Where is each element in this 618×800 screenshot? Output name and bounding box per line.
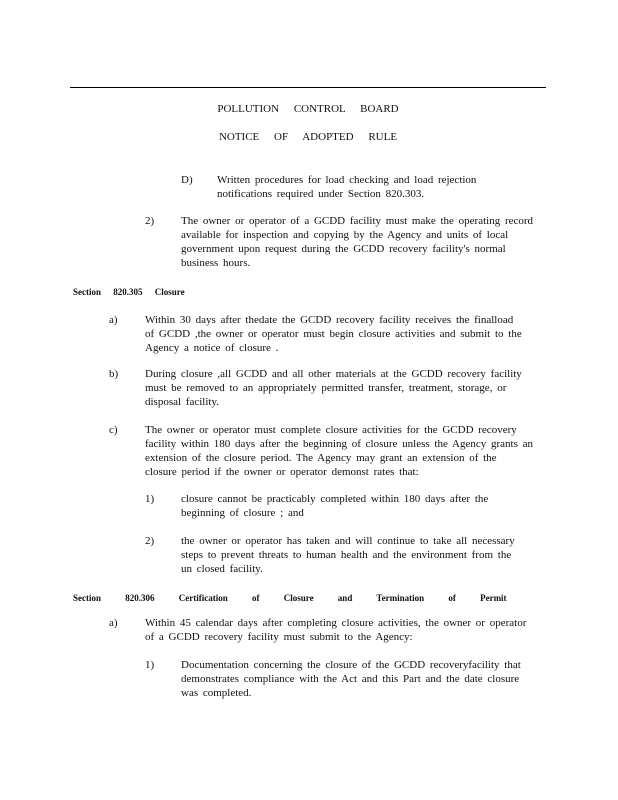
item-label-b: b): [109, 368, 119, 380]
item-d-line: notifications required under Section 820.303.: [217, 188, 425, 200]
section-306-heading: Section 820.306 Certification of Closure and Termination of Permit: [73, 593, 507, 603]
page-title: POLLUTION CONTROL BOARD: [217, 103, 399, 115]
item-2-text: [181, 214, 537, 270]
item-label-a: a): [109, 314, 118, 326]
item-label-a-306: a): [109, 617, 118, 629]
item-2-line: available for inspection and copying by the Agency and units of local: [181, 229, 509, 241]
section-306-a1-line: Documentation concerning the closure of the GCDD recoveryfacility that: [181, 659, 521, 671]
section-305-c-line: closure period if the owner or operator demonst rates that:: [145, 466, 419, 478]
section-305-c-line: extension of the closure period. The Agency may grant an extension of the: [145, 452, 497, 464]
section-305-b-line: must be removed to an appropriately permitted transfer, treatment, storage, or: [145, 382, 507, 394]
section-306-a1-text: [181, 658, 533, 700]
item-d-line: Written procedures for load checking and load rejection: [217, 174, 477, 186]
section-305-c1-line: beginning of closure ; and: [181, 507, 304, 519]
section-305-c-line: facility within 180 days after the beginning of closure unless the Agency grants an: [145, 438, 533, 450]
section-306-a-text: [145, 616, 537, 644]
item-d-text: [217, 173, 479, 201]
item-2-line: government upon request during the GCDD recovery facility's normal: [181, 243, 506, 255]
section-305-a-text: [145, 313, 525, 355]
section-305-a-line: of GCDD ,the owner or operator must begin closure activities and submit to the: [145, 328, 522, 340]
section-305-c2-text: [181, 534, 521, 576]
section-305-c2-line: un closed facility.: [181, 563, 263, 575]
section-305-a-line: Agency a notice of closure .: [145, 342, 279, 354]
section-305-c-text: [145, 423, 543, 479]
header-rule: [70, 87, 546, 88]
section-305-c1-line: closure cannot be practicably completed within 180 days after the: [181, 493, 489, 505]
section-305-c2-line: steps to prevent threats to human health and the environment from the: [181, 549, 512, 561]
section-305-c2-line: the owner or operator has taken and will continue to take all necessary: [181, 535, 515, 547]
section-305-b-line: During closure ,all GCDD and all other materials at the GCDD recovery facility: [145, 368, 522, 380]
section-306-a1-line: was completed.: [181, 687, 252, 699]
section-305-b-text: [145, 367, 525, 409]
section-305-c-line: The owner or operator must complete closure activities for the GCDD recovery: [145, 424, 517, 436]
item-label-a1-306: 1): [145, 659, 155, 671]
item-2-line: The owner or operator of a GCDD facility must make the operating record: [181, 215, 534, 227]
page-subtitle: NOTICE OF ADOPTED RULE: [218, 131, 398, 143]
section-306-a-line: of a GCDD recovery facility must submit to the Agency:: [145, 631, 413, 643]
item-2-line: business hours.: [181, 257, 251, 269]
section-305-heading: Section 820.305 Closure: [73, 287, 185, 297]
section-306-a-line: Within 45 calendar days after completing closure activities, the owner or operator: [145, 617, 527, 629]
item-label-d: D): [181, 174, 193, 186]
section-305-a-line: Within 30 days after thedate the GCDD recovery facility receives the finalload: [145, 314, 514, 326]
item-label-c: c): [109, 424, 118, 436]
item-label-c1: 1): [145, 493, 155, 505]
section-305-b-line: disposal facility.: [145, 396, 219, 408]
item-label-2: 2): [145, 215, 155, 227]
item-label-c2: 2): [145, 535, 155, 547]
section-305-c1-text: [181, 492, 501, 520]
section-306-a1-line: demonstrates compliance with the Act and this Part and the date closure: [181, 673, 520, 685]
